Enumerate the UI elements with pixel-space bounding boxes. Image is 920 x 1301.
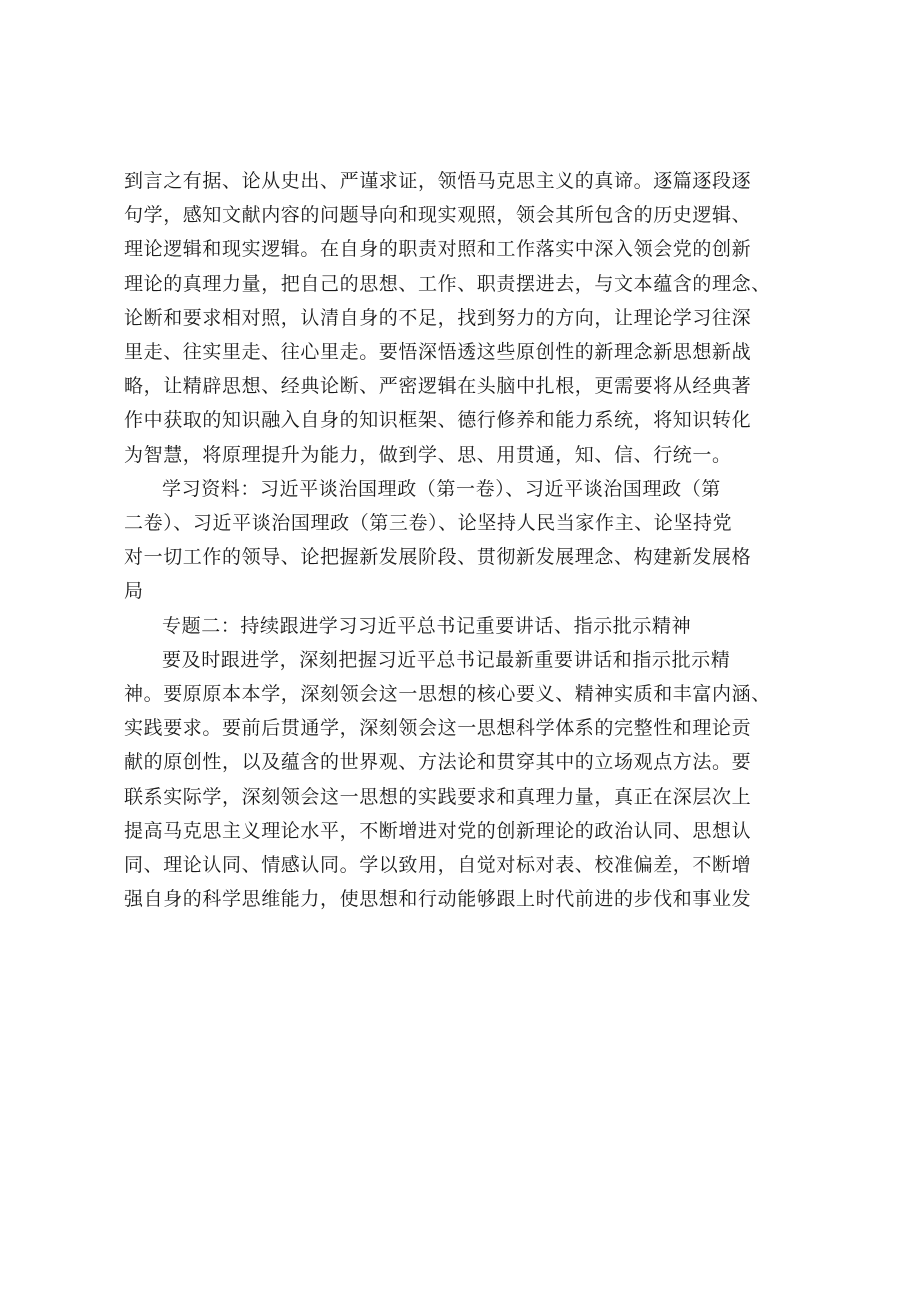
text-line: 神。要原原本本学，深刻领会这一思想的核心要义、精神实质和丰富内涵、 (124, 683, 771, 706)
text-line: 句学，感知文献内容的问题导向和现实观照，领会其所包含的历史逻辑、 (124, 204, 752, 227)
text-line: 作中获取的知识融入自身的知识框架、德行修养和能力系统，将知识转化 (124, 409, 752, 432)
text-line: 理论的真理力量，把自己的思想、工作、职责摆进去，与文本蕴含的理念、 (124, 272, 771, 295)
text-line: 二卷）、习近平谈治国理政（第三卷）、论坚持人民当家作主、论坚持党 (124, 512, 733, 535)
text-line: 理论逻辑和现实逻辑。在自身的职责对照和工作落实中深入领会党的创新 (124, 238, 752, 261)
text-line: 学习资料：习近平谈治国理政（第一卷）、习近平谈治国理政（第 (162, 477, 721, 500)
text-line: 到言之有据、论从史出、严谨求证，领悟马克思主义的真谛。逐篇逐段逐 (124, 170, 752, 192)
text-line: 局 (124, 580, 144, 603)
text-line: 略，让精辟思想、经典论断、严密逻辑在头脑中扎根，更需要将从经典著 (124, 375, 752, 398)
text-line: 同、理论认同、情感认同。学以致用，自觉对标对表、校准偏差，不断增 (124, 854, 752, 877)
text-line: 提高马克思主义理论水平，不断增进对党的创新理论的政治认同、思想认 (124, 819, 752, 842)
text-line: 献的原创性，以及蕴含的世界观、方法论和贯穿其中的立场观点方法。要 (124, 751, 752, 774)
paragraph-continued-study (124, 164, 824, 472)
text-line: 专题二：持续跟进学习习近平总书记重要讲话、指示批示精神 (162, 614, 692, 637)
document-body (124, 164, 824, 916)
text-line: 要及时跟进学，深刻把握习近平总书记最新重要讲话和指示批示精 (162, 648, 731, 671)
text-line: 里走、往实里走、往心里走。要悟深悟透这些原创性的新理念新思想新战 (124, 341, 752, 364)
paragraph-follow-up-study (124, 643, 824, 917)
section-heading-topic-two (124, 609, 824, 643)
text-line: 为智慧，将原理提升为能力，做到学、思、用贯通，知、信、行统一。 (124, 443, 732, 466)
text-line: 对一切工作的领导、论把握新发展阶段、贯彻新发展理念、构建新发展格 (124, 546, 752, 569)
text-line: 实践要求。要前后贯通学，深刻领会这一思想科学体系的完整性和理论贡 (124, 717, 752, 740)
text-line: 强自身的科学思维能力，使思想和行动能够跟上时代前进的步伐和事业发 (124, 888, 752, 911)
text-line: 论断和要求相对照，认清自身的不足，找到努力的方向，让理论学习往深 (124, 306, 752, 329)
text-line: 联系实际学，深刻领会这一思想的实践要求和真理力量，真正在深层次上 (124, 785, 752, 808)
paragraph-study-materials (124, 472, 824, 609)
